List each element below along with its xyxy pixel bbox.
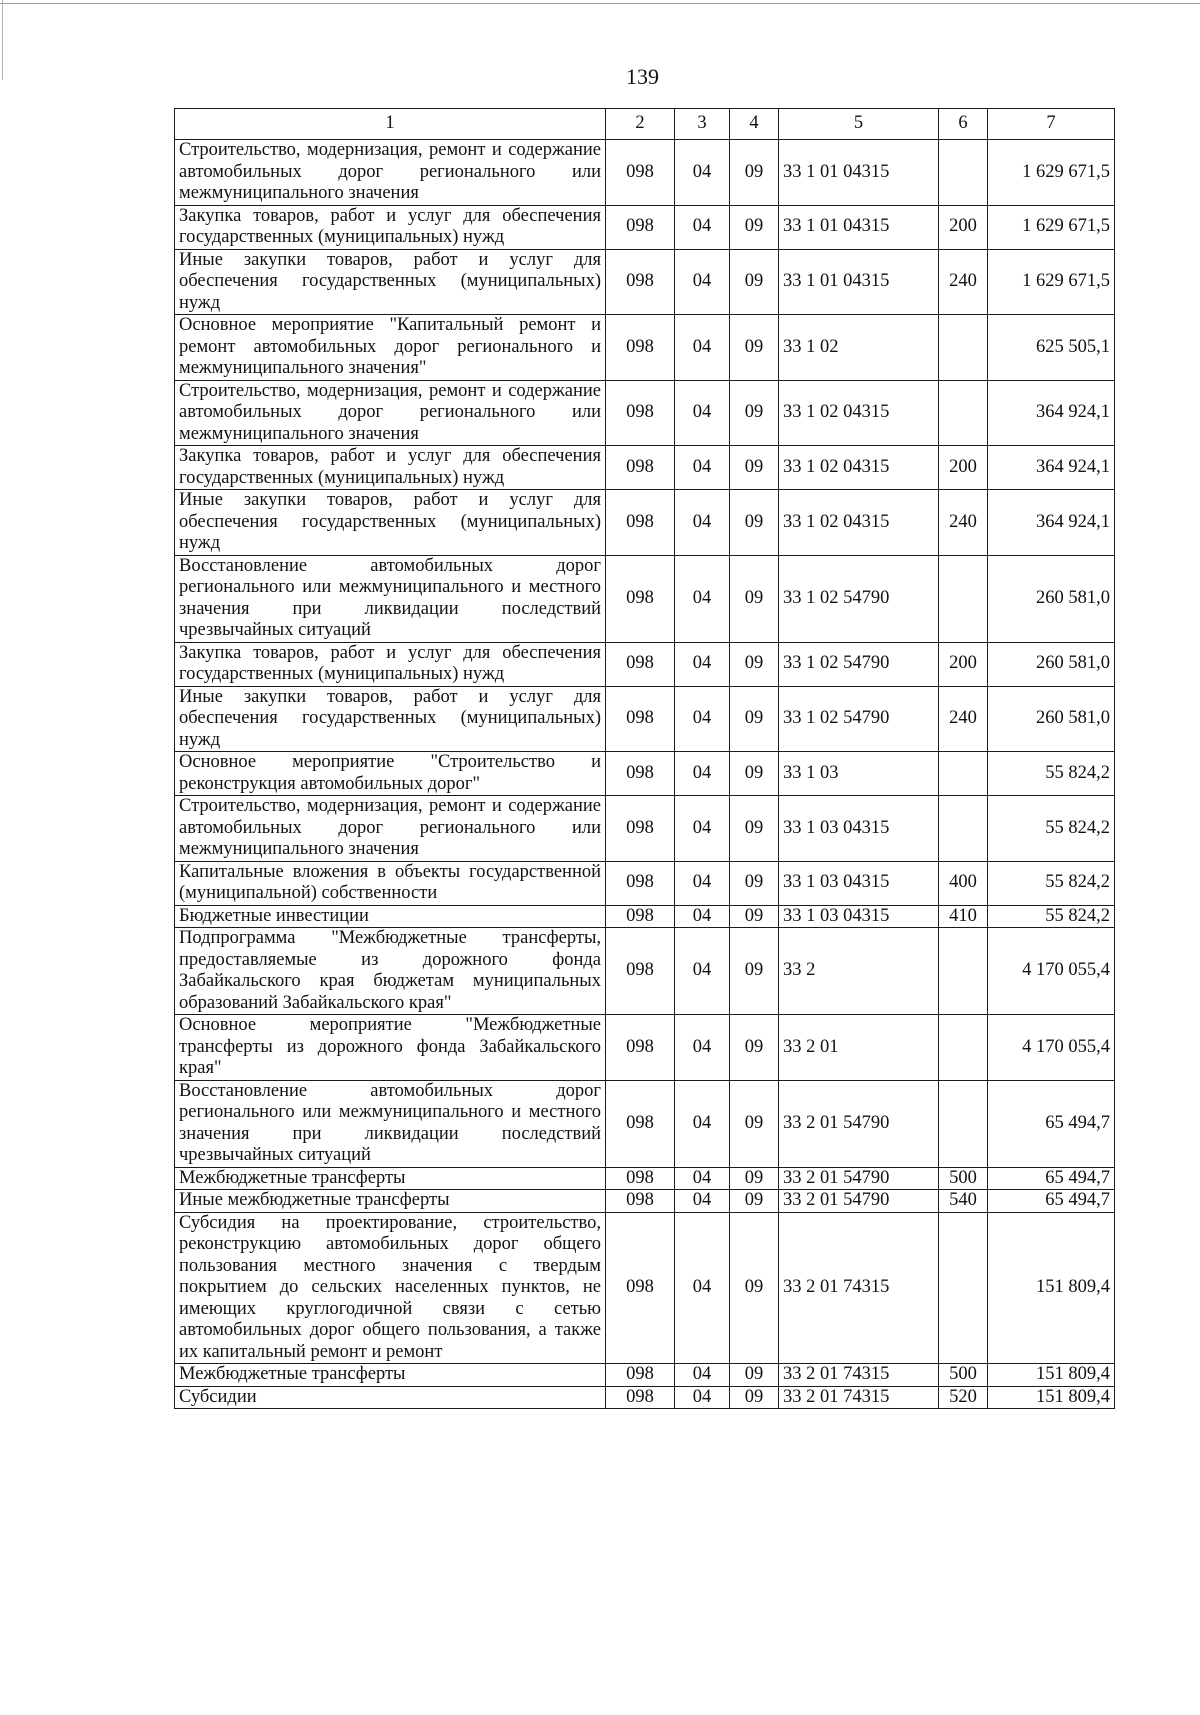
header-col-5: 5 [779,109,939,140]
row-col-6-cell [939,140,988,206]
row-col-4-cell: 09 [730,1364,779,1387]
table-row [175,796,1115,862]
header-col-6: 6 [939,109,988,140]
row-name-cell: Строительство, модернизация, ремонт и содержание автомобильных дорог регионального или межмуниципального значения [175,796,606,862]
row-amount-cell: 364 924,1 [988,446,1115,490]
row-col-6-cell: 200 [939,446,988,490]
table-row [175,1212,1115,1364]
row-code-cell: 33 1 03 04315 [779,796,939,862]
row-code-cell: 33 2 [779,928,939,1015]
row-col-2-cell: 098 [606,140,675,206]
row-col-2-cell: 098 [606,861,675,905]
row-code-cell: 33 2 01 74315 [779,1212,939,1364]
table-row [175,446,1115,490]
row-code-cell: 33 1 01 04315 [779,249,939,315]
row-name-cell: Строительство, модернизация, ремонт и содержание автомобильных дорог регионального или межмуниципального значения [175,140,606,206]
row-col-4-cell: 09 [730,490,779,556]
table-row [175,1386,1115,1409]
row-name-cell: Закупка товаров, работ и услуг для обеспечения государственных (муниципальных) нужд [175,446,606,490]
row-amount-cell: 364 924,1 [988,380,1115,446]
row-col-3-cell: 04 [675,796,730,862]
row-code-cell: 33 2 01 54790 [779,1167,939,1190]
row-col-6-cell [939,315,988,381]
row-col-3-cell: 04 [675,140,730,206]
row-col-6-cell: 200 [939,642,988,686]
table-row [175,249,1115,315]
row-name-cell: Субсидия на проектирование, строительство, реконструкцию автомобильных дорог общего пользования местного значения с твердым покрытием до сельских населенных пунктов, не имеющих круглогодичной связи с сетью автомобильных дорог общего пользования, а также их капитальный ремонт и ремонт [175,1212,606,1364]
row-col-4-cell: 09 [730,928,779,1015]
row-amount-cell: 55 824,2 [988,861,1115,905]
row-code-cell: 33 1 03 04315 [779,861,939,905]
row-col-2-cell: 098 [606,315,675,381]
budget-table [174,108,1115,1409]
row-code-cell: 33 2 01 74315 [779,1386,939,1409]
row-code-cell: 33 2 01 74315 [779,1364,939,1387]
row-code-cell: 33 2 01 [779,1015,939,1081]
row-col-4-cell: 09 [730,380,779,446]
row-name-cell: Строительство, модернизация, ремонт и содержание автомобильных дорог регионального или межмуниципального значения [175,380,606,446]
row-col-4-cell: 09 [730,686,779,752]
row-col-3-cell: 04 [675,1080,730,1167]
table-row [175,315,1115,381]
row-amount-cell: 1 629 671,5 [988,205,1115,249]
header-row [175,109,1115,140]
row-col-2-cell: 098 [606,1167,675,1190]
table-row [175,1167,1115,1190]
row-col-4-cell: 09 [730,642,779,686]
row-col-4-cell: 09 [730,905,779,928]
row-amount-cell: 625 505,1 [988,315,1115,381]
row-col-3-cell: 04 [675,928,730,1015]
scan-edge-top [0,3,1200,4]
row-col-4-cell: 09 [730,446,779,490]
table-row [175,1080,1115,1167]
row-col-2-cell: 098 [606,490,675,556]
table-row [175,205,1115,249]
row-col-3-cell: 04 [675,642,730,686]
row-col-6-cell [939,1212,988,1364]
row-amount-cell: 151 809,4 [988,1386,1115,1409]
row-amount-cell: 260 581,0 [988,555,1115,642]
row-amount-cell: 4 170 055,4 [988,1015,1115,1081]
row-name-cell: Восстановление автомобильных дорог регионального или межмуниципального и местного значения при ликвидации последствий чрезвычайных ситуаций [175,1080,606,1167]
page-number: 139 [626,64,659,89]
row-col-3-cell: 04 [675,752,730,796]
row-col-6-cell: 240 [939,249,988,315]
row-col-2-cell: 098 [606,1386,675,1409]
row-col-2-cell: 098 [606,205,675,249]
table-row [175,1364,1115,1387]
header-col-3: 3 [675,109,730,140]
table-row [175,1015,1115,1081]
row-col-4-cell: 09 [730,140,779,206]
row-col-4-cell: 09 [730,752,779,796]
header-col-1: 1 [175,109,606,140]
row-col-6-cell: 500 [939,1167,988,1190]
row-col-2-cell: 098 [606,642,675,686]
row-col-6-cell: 240 [939,686,988,752]
row-col-4-cell: 09 [730,796,779,862]
table-row [175,752,1115,796]
row-col-3-cell: 04 [675,1015,730,1081]
row-col-2-cell: 098 [606,1364,675,1387]
row-code-cell: 33 1 01 04315 [779,205,939,249]
row-col-3-cell: 04 [675,686,730,752]
row-col-4-cell: 09 [730,1080,779,1167]
row-col-4-cell: 09 [730,1190,779,1213]
table-row [175,861,1115,905]
row-name-cell: Закупка товаров, работ и услуг для обеспечения государственных (муниципальных) нужд [175,642,606,686]
row-amount-cell: 65 494,7 [988,1167,1115,1190]
row-col-6-cell: 400 [939,861,988,905]
row-col-3-cell: 04 [675,1190,730,1213]
row-amount-cell: 65 494,7 [988,1190,1115,1213]
row-col-4-cell: 09 [730,249,779,315]
row-col-3-cell: 04 [675,861,730,905]
row-name-cell: Бюджетные инвестиции [175,905,606,928]
row-amount-cell: 151 809,4 [988,1212,1115,1364]
row-code-cell: 33 1 03 04315 [779,905,939,928]
row-col-2-cell: 098 [606,380,675,446]
row-col-6-cell: 200 [939,205,988,249]
row-col-2-cell: 098 [606,1212,675,1364]
row-col-3-cell: 04 [675,1386,730,1409]
row-name-cell: Иные закупки товаров, работ и услуг для обеспечения государственных (муниципальных) нужд [175,249,606,315]
row-col-4-cell: 09 [730,315,779,381]
row-col-2-cell: 098 [606,1190,675,1213]
row-amount-cell: 55 824,2 [988,752,1115,796]
row-col-2-cell: 098 [606,249,675,315]
table-row [175,642,1115,686]
header-col-7: 7 [988,109,1115,140]
row-col-4-cell: 09 [730,861,779,905]
header-col-4: 4 [730,109,779,140]
row-col-4-cell: 09 [730,1167,779,1190]
row-col-3-cell: 04 [675,446,730,490]
row-col-3-cell: 04 [675,905,730,928]
row-name-cell: Субсидии [175,1386,606,1409]
row-col-6-cell: 520 [939,1386,988,1409]
row-amount-cell: 364 924,1 [988,490,1115,556]
row-col-2-cell: 098 [606,752,675,796]
row-name-cell: Восстановление автомобильных дорог регионального или межмуниципального и местного значения при ликвидации последствий чрезвычайных ситуаций [175,555,606,642]
table-row [175,928,1115,1015]
row-col-4-cell: 09 [730,555,779,642]
row-amount-cell: 260 581,0 [988,686,1115,752]
row-code-cell: 33 1 03 [779,752,939,796]
row-col-6-cell [939,752,988,796]
row-col-2-cell: 098 [606,686,675,752]
row-amount-cell: 55 824,2 [988,905,1115,928]
row-col-3-cell: 04 [675,1167,730,1190]
row-name-cell: Основное мероприятие "Строительство и реконструкция автомобильных дорог" [175,752,606,796]
row-col-2-cell: 098 [606,796,675,862]
row-name-cell: Основное мероприятие "Межбюджетные трансферты из дорожного фонда Забайкальского края" [175,1015,606,1081]
row-col-6-cell: 500 [939,1364,988,1387]
row-code-cell: 33 1 02 04315 [779,446,939,490]
row-code-cell: 33 2 01 54790 [779,1190,939,1213]
row-col-2-cell: 098 [606,555,675,642]
header-col-2: 2 [606,109,675,140]
row-name-cell: Основное мероприятие "Капитальный ремонт и ремонт автомобильных дорог регионального и межмуниципального значения" [175,315,606,381]
row-amount-cell: 65 494,7 [988,1080,1115,1167]
row-col-3-cell: 04 [675,1364,730,1387]
row-col-4-cell: 09 [730,1015,779,1081]
row-name-cell: Межбюджетные трансферты [175,1364,606,1387]
row-col-4-cell: 09 [730,1212,779,1364]
row-col-3-cell: 04 [675,205,730,249]
row-name-cell: Иные закупки товаров, работ и услуг для обеспечения государственных (муниципальных) нужд [175,686,606,752]
row-col-6-cell [939,928,988,1015]
row-col-4-cell: 09 [730,205,779,249]
row-col-2-cell: 098 [606,928,675,1015]
row-col-2-cell: 098 [606,1080,675,1167]
row-col-3-cell: 04 [675,380,730,446]
row-col-2-cell: 098 [606,905,675,928]
row-amount-cell: 260 581,0 [988,642,1115,686]
row-code-cell: 33 1 02 54790 [779,642,939,686]
row-col-6-cell [939,796,988,862]
table-row [175,686,1115,752]
row-name-cell: Подпрограмма "Межбюджетные трансферты, предоставляемые из дорожного фонда Забайкальского края бюджетам муниципальных образований Забайкальского края" [175,928,606,1015]
table-row [175,905,1115,928]
row-col-6-cell [939,1015,988,1081]
row-amount-cell: 1 629 671,5 [988,140,1115,206]
row-col-3-cell: 04 [675,249,730,315]
row-name-cell: Иные межбюджетные трансферты [175,1190,606,1213]
row-col-6-cell: 240 [939,490,988,556]
table-row [175,380,1115,446]
row-amount-cell: 1 629 671,5 [988,249,1115,315]
row-code-cell: 33 1 02 04315 [779,490,939,556]
row-col-3-cell: 04 [675,555,730,642]
row-amount-cell: 55 824,2 [988,796,1115,862]
row-col-4-cell: 09 [730,1386,779,1409]
row-amount-cell: 4 170 055,4 [988,928,1115,1015]
row-name-cell: Иные закупки товаров, работ и услуг для обеспечения государственных (муниципальных) нужд [175,490,606,556]
row-col-3-cell: 04 [675,1212,730,1364]
row-col-6-cell [939,555,988,642]
row-code-cell: 33 1 02 [779,315,939,381]
row-col-6-cell: 410 [939,905,988,928]
row-name-cell: Закупка товаров, работ и услуг для обеспечения государственных (муниципальных) нужд [175,205,606,249]
row-col-6-cell [939,1080,988,1167]
table-row [175,490,1115,556]
row-col-3-cell: 04 [675,315,730,381]
table-row [175,140,1115,206]
row-code-cell: 33 2 01 54790 [779,1080,939,1167]
row-col-2-cell: 098 [606,1015,675,1081]
row-code-cell: 33 1 01 04315 [779,140,939,206]
row-amount-cell: 151 809,4 [988,1364,1115,1387]
row-col-3-cell: 04 [675,490,730,556]
row-name-cell: Межбюджетные трансферты [175,1167,606,1190]
table-row [175,555,1115,642]
row-col-6-cell [939,380,988,446]
row-name-cell: Капитальные вложения в объекты государственной (муниципальной) собственности [175,861,606,905]
row-col-6-cell: 540 [939,1190,988,1213]
table-row [175,1190,1115,1213]
row-code-cell: 33 1 02 54790 [779,686,939,752]
row-code-cell: 33 1 02 04315 [779,380,939,446]
row-code-cell: 33 1 02 54790 [779,555,939,642]
row-col-2-cell: 098 [606,446,675,490]
